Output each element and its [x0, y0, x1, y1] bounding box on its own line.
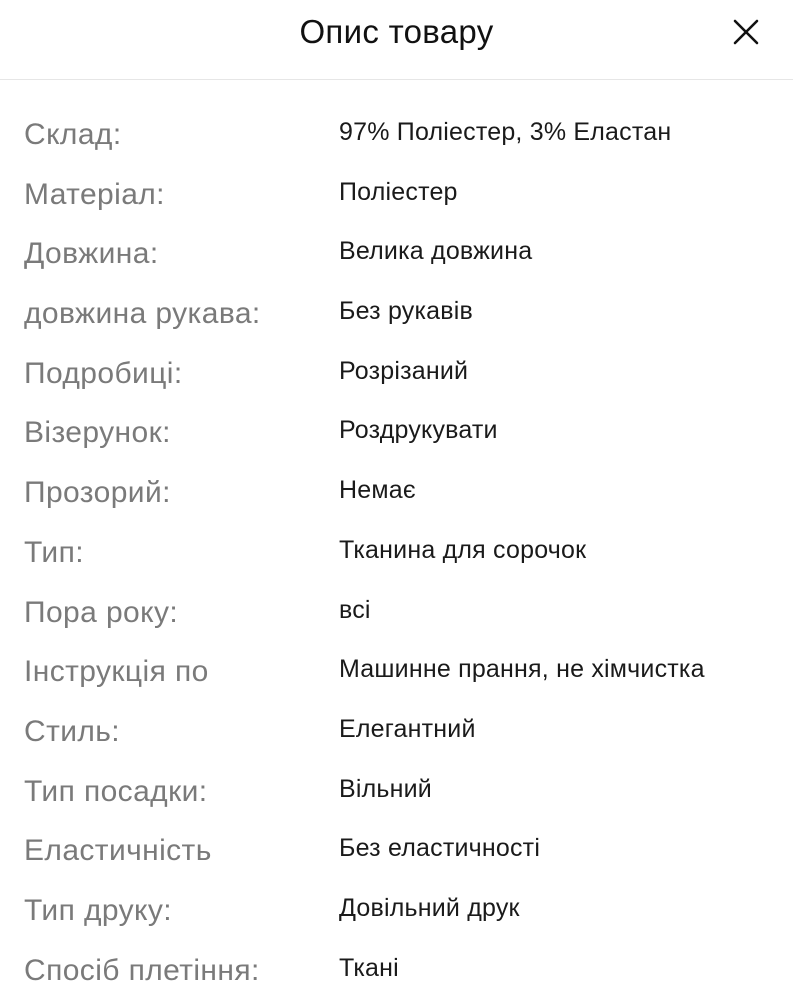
attribute-row — [0, 104, 793, 164]
close-button[interactable] — [722, 10, 770, 54]
attribute-label: Стиль: — [24, 714, 121, 747]
attribute-value: Розрізаний — [339, 356, 469, 385]
attribute-value: Роздрукувати — [339, 416, 498, 445]
attribute-row — [0, 402, 793, 462]
attribute-label: Прозорий: — [24, 476, 171, 509]
attribute-row — [0, 582, 793, 642]
attribute-value: Вільний — [339, 774, 432, 803]
attribute-value: Машинне прання, не хімчистка — [339, 655, 705, 684]
page-title: Опис товару — [299, 13, 494, 50]
attribute-value: Елегантний — [339, 714, 476, 743]
attribute-row — [0, 343, 793, 403]
attribute-row — [0, 880, 793, 940]
attribute-value: Ткані — [339, 953, 399, 982]
attribute-value: всі — [339, 595, 371, 624]
attribute-row — [0, 761, 793, 821]
attribute-label: Тип друку: — [24, 893, 172, 926]
attribute-label: Довжина: — [24, 237, 159, 270]
close-icon — [732, 18, 760, 46]
attribute-value: Довільний друк — [339, 893, 520, 922]
attribute-value: Поліестер — [339, 177, 458, 206]
attribute-row — [0, 701, 793, 761]
attribute-row — [0, 164, 793, 224]
attribute-value: 97% Поліестер, 3% Еластан — [339, 118, 672, 146]
attribute-label: Візерунок: — [24, 416, 171, 449]
attribute-row — [0, 940, 793, 1000]
attribute-row — [0, 223, 793, 283]
attribute-value: Немає — [339, 476, 416, 505]
attribute-label: Тип: — [24, 535, 84, 568]
attribute-label: Інструкція по — [24, 655, 209, 688]
attribute-label: Еластичність — [24, 834, 212, 867]
attribute-row — [0, 820, 793, 880]
product-attributes-list — [0, 104, 793, 999]
attribute-value: Без рукавів — [339, 297, 473, 326]
attribute-label: Подробиці: — [24, 356, 183, 389]
attribute-label: довжина рукава: — [24, 297, 261, 330]
attribute-label: Тип посадки: — [24, 774, 208, 807]
attribute-value: Тканина для сорочок — [339, 535, 587, 564]
attribute-value: Без еластичності — [339, 834, 541, 863]
attribute-label: Пора року: — [24, 595, 179, 628]
attribute-row — [0, 462, 793, 522]
attribute-value: Велика довжина — [339, 237, 533, 266]
attribute-row — [0, 522, 793, 582]
attribute-label: Склад: — [24, 118, 122, 150]
sheet-header — [0, 0, 793, 80]
attribute-row — [0, 641, 793, 701]
attribute-label: Матеріал: — [24, 177, 165, 210]
attribute-row — [0, 283, 793, 343]
attribute-label: Спосіб плетіння: — [24, 953, 260, 986]
